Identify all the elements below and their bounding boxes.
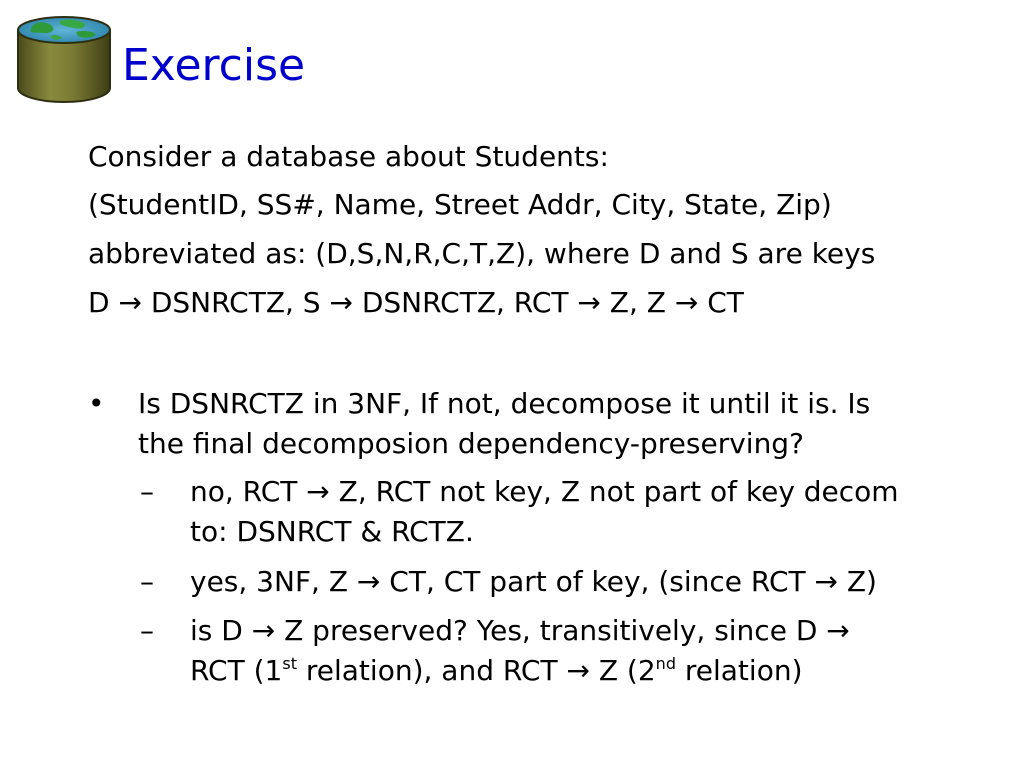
dash-marker: – [140, 475, 154, 508]
intro-line-3: abbreviated as: (D,S,N,R,C,T,Z), where D and S are keys [88, 237, 876, 270]
main-bullet-text [138, 384, 998, 464]
sub-item-2-text [190, 562, 990, 602]
intro-line-4: D → DSNRCTZ, S → DSNRCTZ, RCT → Z, Z → CT [88, 286, 744, 319]
dash-marker: – [140, 614, 154, 647]
bullet-marker: • [88, 387, 105, 420]
sub-item-3-line-2-part-1: RCT (1 [190, 654, 283, 687]
ordinal-suffix-second: nd [655, 653, 676, 673]
database-globe-icon [14, 14, 114, 106]
sub-item-3-text [190, 611, 990, 691]
sub-item-3-line-2-part-3: relation) [675, 654, 803, 687]
sub-item-1-line-1: no, RCT → Z, RCT not key, Z not part of key decom [190, 475, 899, 508]
sub-item-1-text [190, 472, 990, 552]
sub-item-2 [140, 562, 1000, 602]
sub-item-1 [140, 472, 1000, 552]
sub-item-3-line-2 [190, 651, 990, 691]
dash-marker: – [140, 565, 154, 598]
intro-line-1: Consider a database about Students: [88, 140, 609, 173]
sub-item-3 [140, 611, 1000, 691]
main-bullet-line-2: the final decomposion dependency-preserving? [138, 427, 804, 460]
main-bullet [88, 384, 988, 464]
sub-item-3-line-2-part-2: relation), and RCT → Z (2 [296, 654, 656, 687]
ordinal-suffix-first: st [282, 653, 297, 673]
sub-item-3-line-1: is D → Z preserved? Yes, transitively, since D → [190, 614, 850, 647]
sub-item-2-line-1: yes, 3NF, Z → CT, CT part of key, (since RCT → Z) [190, 565, 877, 598]
slide-title: Exercise [122, 40, 306, 91]
main-bullet-line-1: Is DSNRCTZ in 3NF, If not, decompose it until it is. Is [138, 387, 871, 420]
sub-item-1-line-2: to: DSNRCT & RCTZ. [190, 515, 474, 548]
intro-line-2: (StudentID, SS#, Name, Street Addr, City, State, Zip) [88, 188, 832, 221]
